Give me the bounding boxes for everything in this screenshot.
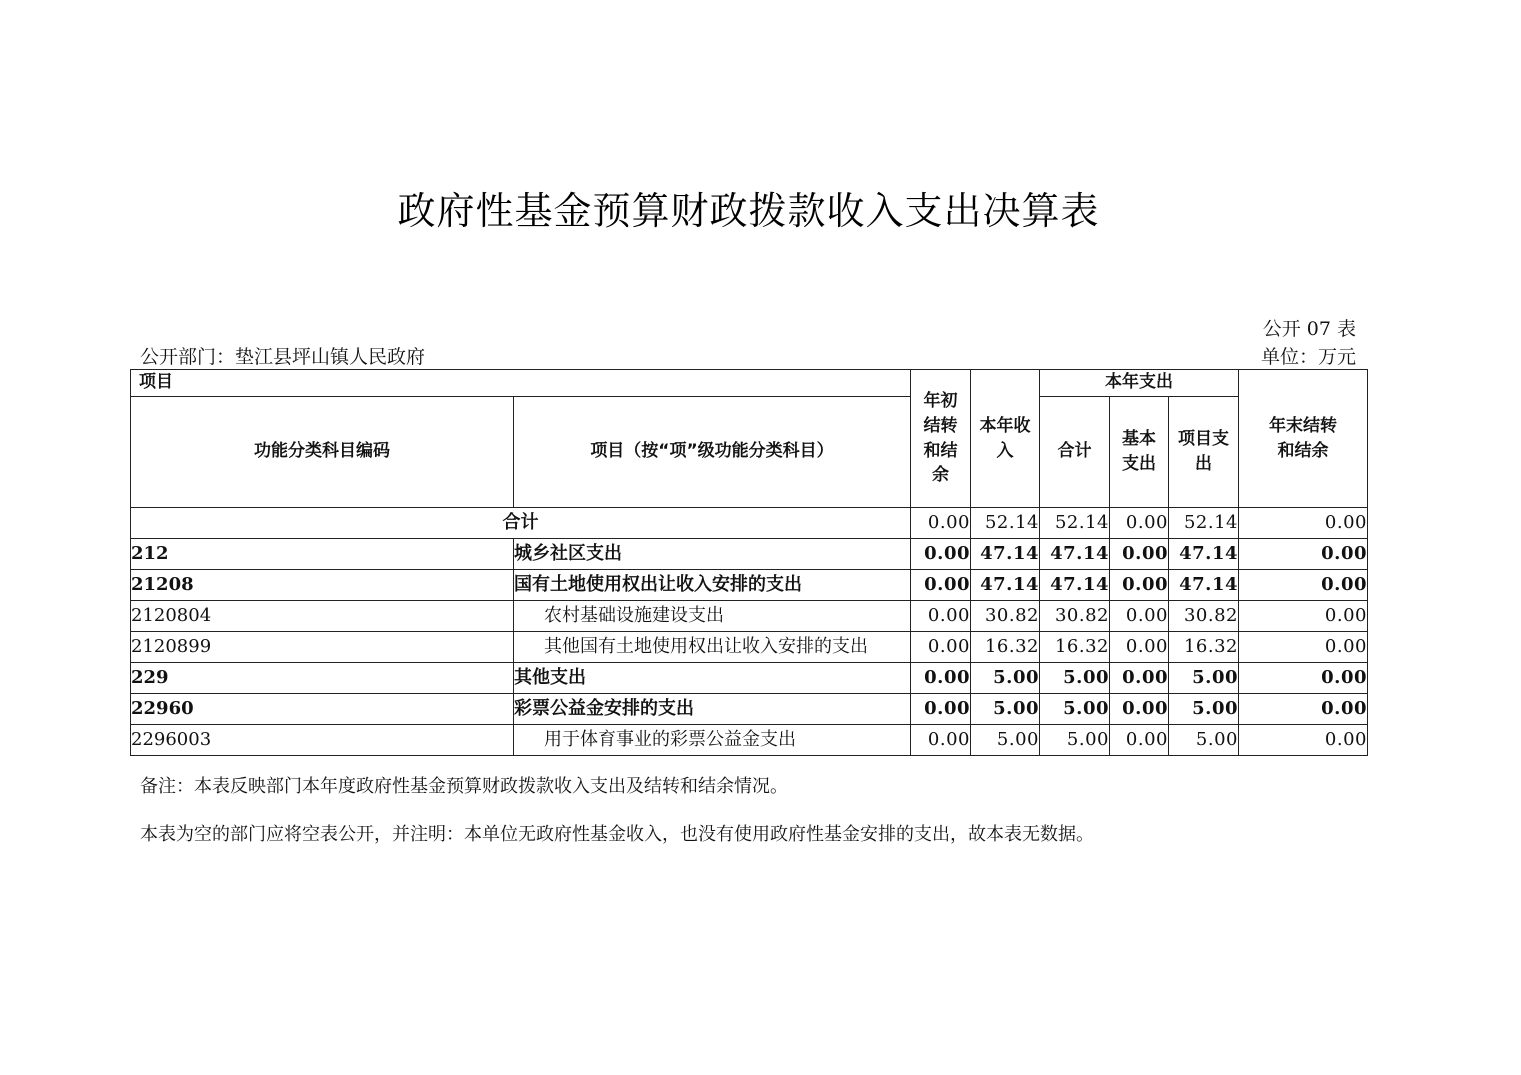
cell-exp-basic: 0.00 (1110, 632, 1169, 663)
cell-closing: 0.00 (1239, 508, 1368, 539)
cell-exp-project: 5.00 (1169, 725, 1239, 756)
department-label: 公开部门：垫江县坪山镇人民政府 (140, 346, 426, 368)
cell-closing: 0.00 (1239, 601, 1368, 632)
cell-code: 22960 (131, 694, 514, 725)
cell-exp-project: 52.14 (1169, 508, 1239, 539)
cell-opening: 0.00 (911, 539, 971, 570)
cell-name: 用于体育事业的彩票公益金支出 (514, 725, 911, 756)
cell-exp-total: 47.14 (1040, 570, 1110, 601)
cell-name: 其他国有土地使用权出让收入安排的支出 (514, 632, 911, 663)
cell-code: 2120899 (131, 632, 514, 663)
cell-code: 2296003 (131, 725, 514, 756)
cell-exp-total: 47.14 (1040, 539, 1110, 570)
header-expense-basic: 基本支出 (1110, 397, 1169, 508)
cell-income: 5.00 (971, 725, 1040, 756)
header-expense-group: 本年支出 (1040, 370, 1239, 397)
cell-opening: 0.00 (911, 663, 971, 694)
cell-exp-basic: 0.00 (1110, 694, 1169, 725)
table-row (131, 601, 1368, 632)
cell-exp-total: 16.32 (1040, 632, 1110, 663)
cell-closing: 0.00 (1239, 539, 1368, 570)
table-row (131, 663, 1368, 694)
cell-exp-basic: 0.00 (1110, 725, 1169, 756)
header-expense-total: 合计 (1040, 397, 1110, 508)
cell-exp-total: 5.00 (1040, 663, 1110, 694)
cell-opening: 0.00 (911, 694, 971, 725)
table-row (131, 632, 1368, 663)
cell-exp-project: 16.32 (1169, 632, 1239, 663)
cell-exp-basic: 0.00 (1110, 601, 1169, 632)
cell-exp-project: 30.82 (1169, 601, 1239, 632)
table-row (131, 694, 1368, 725)
table-row (131, 570, 1368, 601)
table-row-total (131, 508, 1368, 539)
cell-exp-project: 5.00 (1169, 663, 1239, 694)
cell-income: 47.14 (971, 539, 1040, 570)
cell-income: 5.00 (971, 663, 1040, 694)
cell-opening: 0.00 (911, 725, 971, 756)
cell-name: 国有土地使用权出让收入安排的支出 (514, 570, 911, 601)
cell-exp-total: 5.00 (1040, 725, 1110, 756)
cell-closing: 0.00 (1239, 694, 1368, 725)
cell-exp-basic: 0.00 (1110, 663, 1169, 694)
cell-code: 229 (131, 663, 514, 694)
header-item-name: 项目（按“项”级功能分类科目） (514, 397, 911, 508)
cell-opening: 0.00 (911, 508, 971, 539)
cell-name: 城乡社区支出 (514, 539, 911, 570)
cell-exp-total: 30.82 (1040, 601, 1110, 632)
footnote-empty-instruction: 本表为空的部门应将空表公开，并注明：本单位无政府性基金收入，也没有使用政府性基金安排的支出，故本表无数据。 (140, 824, 1094, 845)
cell-opening: 0.00 (911, 570, 971, 601)
header-code: 功能分类科目编码 (131, 397, 514, 508)
cell-exp-project: 5.00 (1169, 694, 1239, 725)
cell-exp-total: 52.14 (1040, 508, 1110, 539)
cell-exp-basic: 0.00 (1110, 570, 1169, 601)
budget-table (130, 369, 1368, 756)
cell-name: 农村基础设施建设支出 (514, 601, 911, 632)
cell-code: 212 (131, 539, 514, 570)
cell-income: 47.14 (971, 570, 1040, 601)
cell-exp-project: 47.14 (1169, 539, 1239, 570)
cell-opening: 0.00 (911, 632, 971, 663)
header-closing-balance: 年末结转和结余 (1239, 370, 1368, 508)
cell-exp-basic: 0.00 (1110, 508, 1169, 539)
cell-closing: 0.00 (1239, 663, 1368, 694)
cell-income: 30.82 (971, 601, 1040, 632)
cell-closing: 0.00 (1239, 725, 1368, 756)
cell-code: 2120804 (131, 601, 514, 632)
unit-label: 单位：万元 (1260, 346, 1356, 368)
cell-opening: 0.00 (911, 601, 971, 632)
total-label: 合计 (131, 508, 911, 539)
cell-name: 其他支出 (514, 663, 911, 694)
table-number: 公开 07 表 (1262, 318, 1356, 340)
cell-closing: 0.00 (1239, 570, 1368, 601)
cell-name: 彩票公益金安排的支出 (514, 694, 911, 725)
table-row (131, 725, 1368, 756)
cell-code: 21208 (131, 570, 514, 601)
cell-exp-basic: 0.00 (1110, 539, 1169, 570)
table-row (131, 539, 1368, 570)
cell-closing: 0.00 (1239, 632, 1368, 663)
cell-exp-total: 5.00 (1040, 694, 1110, 725)
header-project: 项目 (131, 370, 911, 397)
cell-income: 52.14 (971, 508, 1040, 539)
footnote-remark: 备注：本表反映部门本年度政府性基金预算财政拨款收入支出及结转和结余情况。 (140, 776, 788, 797)
page-title: 政府性基金预算财政拨款收入支出决算表 (397, 189, 1100, 233)
cell-income: 16.32 (971, 632, 1040, 663)
cell-income: 5.00 (971, 694, 1040, 725)
header-opening-balance: 年初结转和结余 (911, 370, 971, 508)
header-income: 本年收入 (971, 370, 1040, 508)
cell-exp-project: 47.14 (1169, 570, 1239, 601)
header-expense-project: 项目支出 (1169, 397, 1239, 508)
